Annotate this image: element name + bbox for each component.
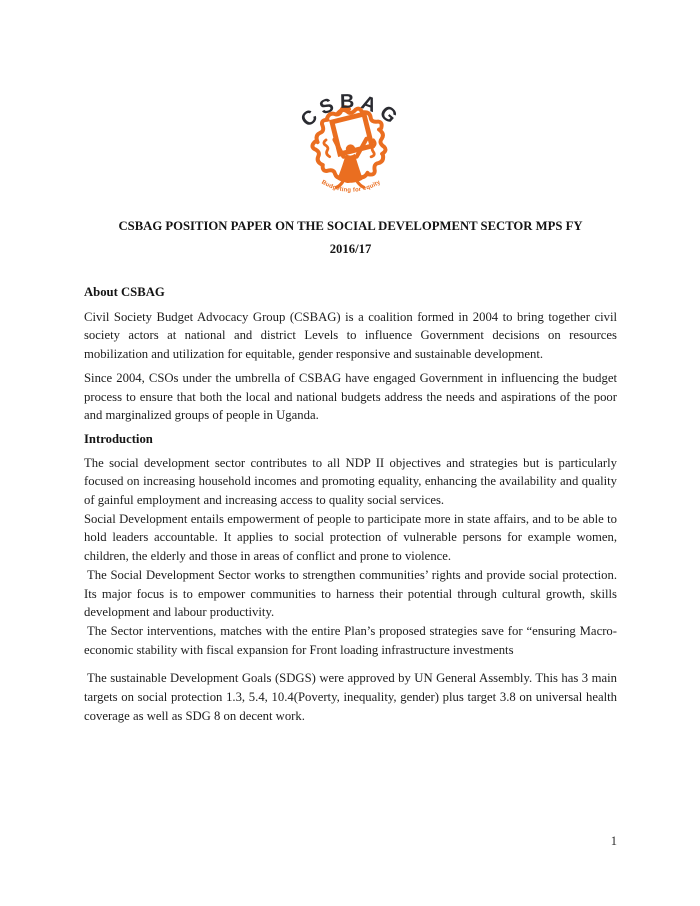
introduction-paragraph-4: The Sector interventions, matches with the entire Plan’s proposed strategies save for “ensuring Macro-economic stability with fiscal expansion for Front loading infrastructure investments (84, 623, 617, 657)
introduction-paragraph-2: Social Development entails empowerment of people to participate more in state affairs, and to be able to hold leaders accountable. It applies to social protection of vulnerable persons for example women, children, the elderly and those in areas of conflict and prone to violence. (84, 511, 617, 564)
introduction-heading: Introduction (84, 431, 153, 446)
csbag-logo-graphic (289, 86, 413, 199)
logo-wordmark: CSBAG (296, 90, 405, 132)
document-title (84, 215, 617, 261)
about-heading: About CSBAG (84, 285, 165, 299)
document-title-line-1: CSBAG POSITION PAPER ON THE SOCIAL DEVELOPMENT SECTOR MPS FY (118, 219, 583, 233)
about-paragraph-2: Since 2004, CSOs under the umbrella of CSBAG have engaged Government in influencing the budget process to ensure that both the local and national budgets address the needs and aspirations of the poor and marginalized groups of people in Uganda. (84, 370, 617, 423)
introduction-paragraph-5: The sustainable Development Goals (SDGS) were approved by UN General Assembly. This has 3 main targets on social protection 1.3, 5.4, 10.4(Poverty, inequality, gender) plus target 3.8 on universal health coverage as well as SDG 8 on decent work. (84, 671, 617, 723)
document-title-line-2: 2016/17 (329, 242, 372, 256)
introduction-paragraph-3: The Social Development Sector works to strengthen communities’ rights and provide social protection. Its major focus is to empower communities to harness their potential through cultural growth, skills development and labour productivity. (84, 567, 617, 620)
logo-person-icon (334, 139, 366, 187)
csbag-logo (84, 86, 617, 199)
about-paragraph-1: Civil Society Budget Advocacy Group (CSBAG) is a coalition formed in 2004 to bring together civil society actors at national and district Levels to influence Government decisions on resources mobilization and utilization for equitable, gender responsive and sustainable development. (84, 309, 617, 362)
introduction-body (84, 454, 617, 726)
introduction-paragraph-1: The social development sector contributes to all NDP II objectives and strategies but is particularly focused on increasing household incomes and promoting equality, enhancing the availability and quality of gainful employment and increasing access to quality social services. (84, 455, 617, 508)
logo-tagline: Budgeting for equity (319, 179, 382, 194)
page-number: 1 (610, 834, 617, 848)
